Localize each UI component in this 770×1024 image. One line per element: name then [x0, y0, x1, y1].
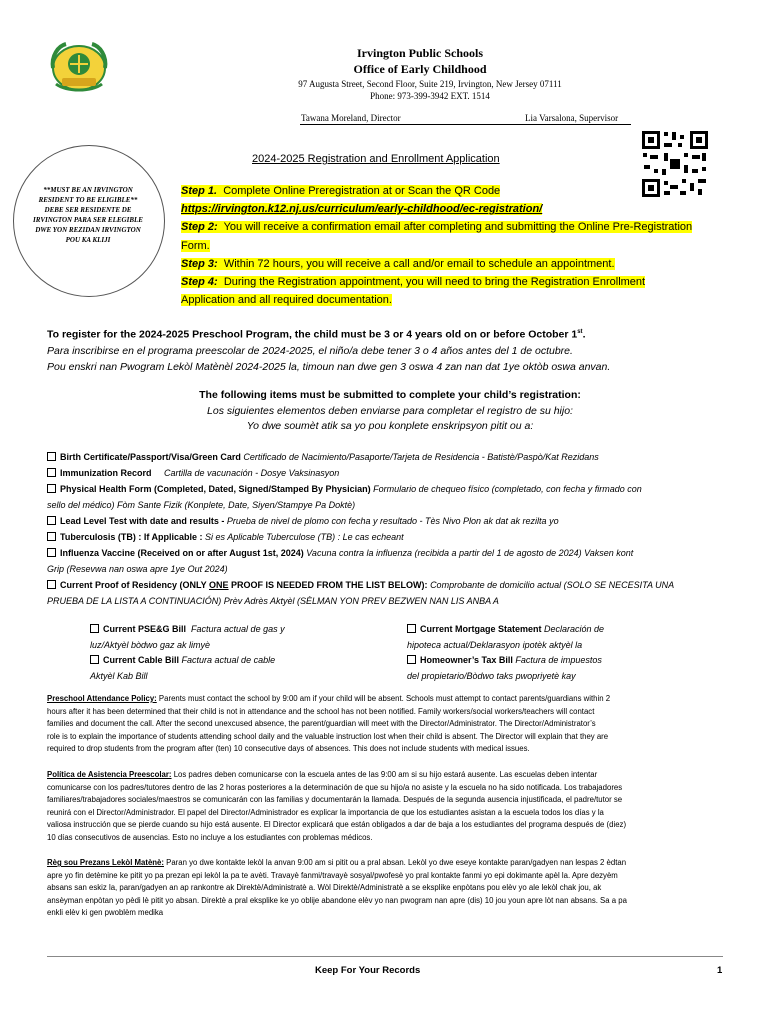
footer-note: Keep For Your Records [315, 965, 421, 976]
step2-text-cont: Form. [181, 239, 210, 252]
item-residency-cont: PRUEBA DE LA LISTA A CONTINUACIÓN) Prèv Adrès Aktyèl (SÈLMAN YON PREV BEZWEN NAN LIS ANBA A [47, 596, 499, 606]
item-immunization[interactable]: Immunization Record Cartilla de vacunación - Dosye Vaksinasyon [47, 465, 747, 481]
residency-notice: **MUST BE AN IRVINGTON RESIDENT TO BE ELIGIBLE** DEBE SER RESIDENTE DE IRVINGTON PARA SER ELEGIBLE DWE YON REZIDAN IRVINGTON POU KA KLIJI [33, 186, 143, 244]
checkbox[interactable] [407, 655, 416, 664]
checkbox[interactable] [47, 468, 56, 477]
checkbox[interactable] [407, 624, 416, 633]
proof-tax[interactable]: Homeowner’s Tax Bill Factura de impuestos [407, 653, 657, 669]
eligibility-ht: Pou enskri nan Pwogram Lekòl Matènèl 2024-2025 la, timoun nan dwe gen 3 oswa 4 zan nan dat 1ye oktòb oswa anvan. [47, 360, 611, 373]
step3-label: Step 3: [181, 257, 218, 270]
step1-text: Complete Online Preregistration at or Scan the QR Code [223, 185, 501, 197]
checkbox[interactable] [47, 516, 56, 525]
step4-text-cont: Application and all required documentation. [181, 294, 392, 307]
step2-label: Step 2: [181, 221, 218, 234]
item-birth[interactable]: Birth Certificate/Passport/Visa/Green Card Certificado de Nacimiento/Pasaporte/Tarjeta de Residencia - Batistè/Paspò/Kat Rezidans [47, 449, 747, 465]
checkbox[interactable] [47, 548, 56, 557]
address: 97 Augusta Street, Second Floor, Suite 219, Irvington, New Jersey 07111 [298, 79, 562, 89]
phone: Phone: 973-399-3942 EXT. 1514 [370, 91, 490, 101]
item-lead[interactable]: Lead Level Test with date and results - Prueba de nivel de plomo con fecha y resultado - Tès Nivo Plon ak dat ak rezilta yo [47, 513, 747, 529]
checkbox[interactable] [47, 580, 56, 589]
supervisor-name: Lia Varsalona, Supervisor [525, 113, 619, 123]
policy-en: Preschool Attendance Policy: Parents must contact the school by 9:00 am if your child will be absent. Schools must attempt to contact parents/guardians within 2 hours after it has been determined that their child is not in attendance and the school has not been notified. Family workers/social workers/teachers will contact families and document the call. After the second unexcused absence, the parent/guardian will meet with the Director/Administrator. The Director/Administrator’s role is to explain the importance of students attending school daily and the valuable instruction lost when their child is absent. The Director will explain that they are required to drop students from the program after (ten) 10 consecutive days of absences. This does not include students with medical issues. [47, 694, 611, 754]
school-name: Irvington Public Schools [356, 46, 484, 60]
policy-ht: Règ sou Prezans Lekòl Matènè: Paran yo dwe kontakte lekòl la anvan 9:00 am si pitit ou a pral absan. Lekòl yo dwe eseye kontakte paran/gadyen nan lespas 2 èdtan apre yo fin detèmine ke pitit yo pa prezan epi lekòl la pa te avèti. Travayè fanmi/travayè sosyal/pwofesè yo pral kontakte fanmi yo epi dokimante apèl la. Apre dezyèm absans san eskiz la, paran/gadyen an ap rankontre ak Direktè/Administratè a. Wòl Direktè/Administratè a se eksplike enpòtans pou elèv yo ale lekòl chak jou, ak ansèyman enpòtan yo pèdi lè pitit yo absan. Direktè a pral eksplike ke yo oblije abandone elèv yo nan pwogram nan apre (dis) 10 jou youn apre lòt nan absans. Sa a pa enkli elèv ki gen pwoblèm medika [47, 858, 627, 918]
proof-tax-cont: del propietario/Bòdwo taks pwopriyetè kay [407, 670, 576, 681]
proof-cable-cont: Aktyèl Kab Bill [90, 670, 148, 681]
step3-text: Within 72 hours, you will receive a call and/or email to schedule an appointment. [223, 257, 615, 270]
item-physical[interactable]: Physical Health Form (Completed, Dated, Signed/Stamped By Physician) Formulario de chequeo físico (completado, con fecha y firmado con [47, 481, 747, 497]
step4-text: During the Registration appointment, you will need to bring the Registration Enrollment [223, 276, 646, 289]
item-tb[interactable]: Tuberculosis (TB) : If Applicable : Si es Aplicable Tuberculose (TB) : Le cas echeant [47, 529, 747, 545]
eligibility-en: To register for the 2024-2025 Preschool Program, the child must be 3 or 4 years old on or before October 1st. [47, 328, 586, 341]
proof-pseg-cont: luz/Aktyèl bòdwo gaz ak limyè [90, 639, 211, 650]
proof-mortgage-cont: hipoteca actual/Deklarasyon ipotèk aktyèl la [407, 639, 583, 650]
checkbox[interactable] [47, 484, 56, 493]
proof-pseg[interactable]: Current PSE&G Bill Factura actual de gas y [90, 622, 330, 638]
items-header-es: Los siguientes elementos deben enviarse para completar el registro de su hijo: [207, 404, 573, 417]
items-header-ht: Yo dwe soumèt atik sa yo pou konplete enskripsyon pitit ou a: [246, 420, 534, 432]
checkbox[interactable] [90, 624, 99, 633]
form-title: 2024-2025 Registration and Enrollment Application [252, 153, 500, 165]
header-rule [300, 124, 631, 125]
step1-label: Step 1. [181, 185, 218, 197]
step4-label: Step 4: [181, 276, 218, 289]
page-number: 1 [717, 965, 723, 976]
item-flu-cont: Grip (Resevwa nan oswa apre 1ye Out 2024) [47, 564, 228, 574]
proof-mortgage[interactable]: Current Mortgage Statement Declaración de [407, 622, 657, 638]
proof-cable[interactable]: Current Cable Bill Factura actual de cable [90, 653, 330, 669]
item-flu[interactable]: Influenza Vaccine (Received on or after August 1st, 2024) Vacuna contra la influenza (recibida a partir del 1 de agosto de 2024) Vaksen kont [47, 545, 747, 561]
eligibility-es: Para inscribirse en el programa preescolar de 2024-2025, el niño/a debe tener 3 o 4 años antes del 1 de octubre. [47, 344, 573, 357]
director-name: Tawana Moreland, Director [301, 113, 401, 123]
checkbox[interactable] [47, 452, 56, 461]
item-residency[interactable]: Current Proof of Residency (ONLY ONE PROOF IS NEEDED FROM THE LIST BELOW): Comprobante de domicilio actual (SOLO SE NECESITA UNA [47, 577, 747, 593]
items-header-en: The following items must be submitted to complete your child’s registration: [199, 389, 581, 401]
footer-rule [47, 956, 723, 957]
policy-es: Política de Asistencia Preescolar: Los padres deben comunicarse con la escuela antes de las 9:00 am si su hijo estará ausente. Las escuelas deben intentar comunicarse con los padres/tutores dentro de las 2 horas posteriores a la determinación de que su hijo/a no asiste y la escuela no ha sido notificada. Los trabajadores familiares/trabajadores sociales/maestros se comunicarán con las familias y documentarán la llamada. Después de la segunda ausencia injustificada, el padre/tutor se reunirá con el Director/Administrador. El papel del Director/Administrador es explicar la importancia de que los estudiantes asistan a la escuela todos los días y la valiosa instrucción que se pierde cuando su hijo está ausente. El Director explicará que están obligados a dar de baja a los estudiantes del programa después de (diez) 10 días consecutivos de ausencias. Esto no incluye a los estudiantes con problemas médicos. [47, 770, 627, 842]
step2-text: You will receive a confirmation email after completing and submitting the Online Pre-Registration [223, 221, 693, 234]
checkbox[interactable] [47, 532, 56, 541]
office-name: Office of Early Childhood [353, 62, 487, 76]
registration-link[interactable]: https://irvington.k12.nj.us/curriculum/early-childhood/ec-registration/ [181, 203, 543, 216]
checkbox[interactable] [90, 655, 99, 664]
district-logo [46, 38, 112, 94]
item-physical-cont: sello del médico) Fòm Sante Fizik (Konplete, Date, Siyen/Stampye Pa Doktè) [47, 500, 356, 510]
